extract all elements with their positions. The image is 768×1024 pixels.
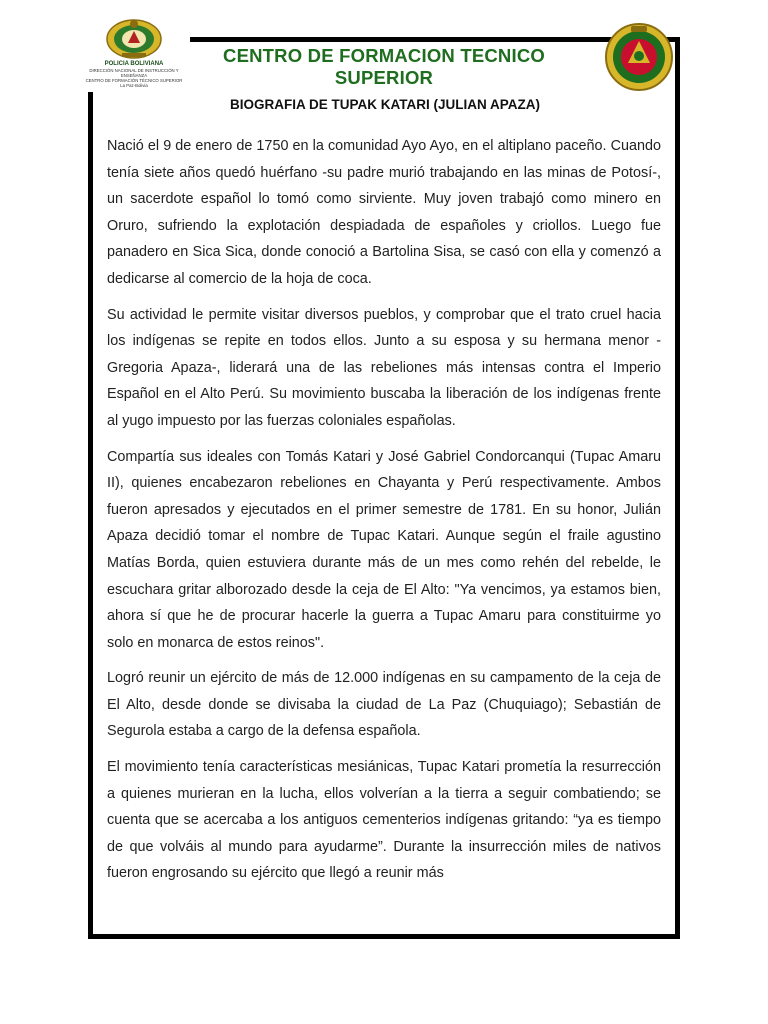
left-logo-subcaption-3: La Paz-Bolivia: [120, 83, 148, 88]
paragraph: El movimiento tenía características mesiánicas, Tupac Katari prometía la resurrección a quienes murieran en la lucha, ellos volverían a la tierra a seguir combatiendo; se cuenta que se acercaba a los antiguos cementerios indígenas gritando: “ya es tiempo de que volváis al mundo para ayudarme”. Durante la insurrección miles de nativos fueron engrosando su ejército que llegó a reunir más: [107, 759, 661, 882]
document-title: BIOGRAFIA DE TUPAK KATARI (JULIAN APAZA): [230, 97, 540, 112]
document-body: [107, 133, 661, 896]
paragraph: Nació el 9 de enero de 1750 en la comunidad Ayo Ayo, en el altiplano paceño. Cuando tenía siete años quedó huérfano -su padre murió trabajando en las minas de Potosí-, un sacerdote español lo tomó como sirviente. Muy joven trabajó como minero en Oruro, sufriendo la explotación despiadada de españoles y criollos. Luego fue panadero en Sica Sica, donde conoció a Bartolina Sisa, se casó con ella y comenzó a dedicarse al comercio de la hoja de coca.: [107, 138, 661, 287]
police-emblem-icon: [104, 16, 164, 60]
paragraph: Compartía sus ideales con Tomás Katari y José Gabriel Condorcanqui (Tupac Amaru II), quienes encabezaron rebeliones en Chayanta y Perú respectivamente. Ambos fueron apresados y ejecutados en el primer semestre de 1781. En su honor, Julián Apaza decidió tomar el nombre de Tupac Katari. Aunque según el fraile agustino Matías Borda, quien estuviera durante más de un mes como rehén del rebelde, le escuchara gritar alborozado desde la ceja de El Alto: "Ya vencimos, ya estamos bien, ahora sí que he de procurar hacerle la guerra a Tupac Amaru para constituirme yo solo en monarca de estos reinos".: [107, 448, 661, 651]
left-logo-caption: POLICIA BOLIVIANA: [104, 61, 164, 67]
institution-title: CENTRO DE FORMACION TECNICO SUPERIOR: [223, 45, 545, 88]
left-logo-subcaption-1: DIRECCIÓN NACIONAL DE INSTRUCCIÓN Y ENSEÑANZA: [89, 68, 179, 78]
left-logo-subcaption-2: CENTRO DE FORMACIÓN TÉCNICO SUPERIOR: [85, 78, 183, 83]
paragraph: Logró reunir un ejército de más de 12.000 indígenas en su campamento de la ceja de El Alto, desde donde se divisaba la ciudad de La Paz (Chuquiago); Sebastián de Segurola estaba a cargo de la defensa española.: [107, 670, 661, 740]
policia-boliviana-seal-right: [604, 22, 674, 92]
policia-boliviana-logo-left: [78, 16, 190, 92]
paragraph: Su actividad le permite visitar diversos pueblos, y comprobar que el trato cruel hacia los indígenas se repite en todos ellos. Junto a su esposa y su hermana menor -Gregoria Apaza-, liderará una de las rebeliones más intensas contra el Imperio Español en el Alto Perú. Su movimiento buscaba la liberación de los indígenas frente al yugo impuesto por las fuerzas coloniales españolas.: [107, 306, 661, 429]
